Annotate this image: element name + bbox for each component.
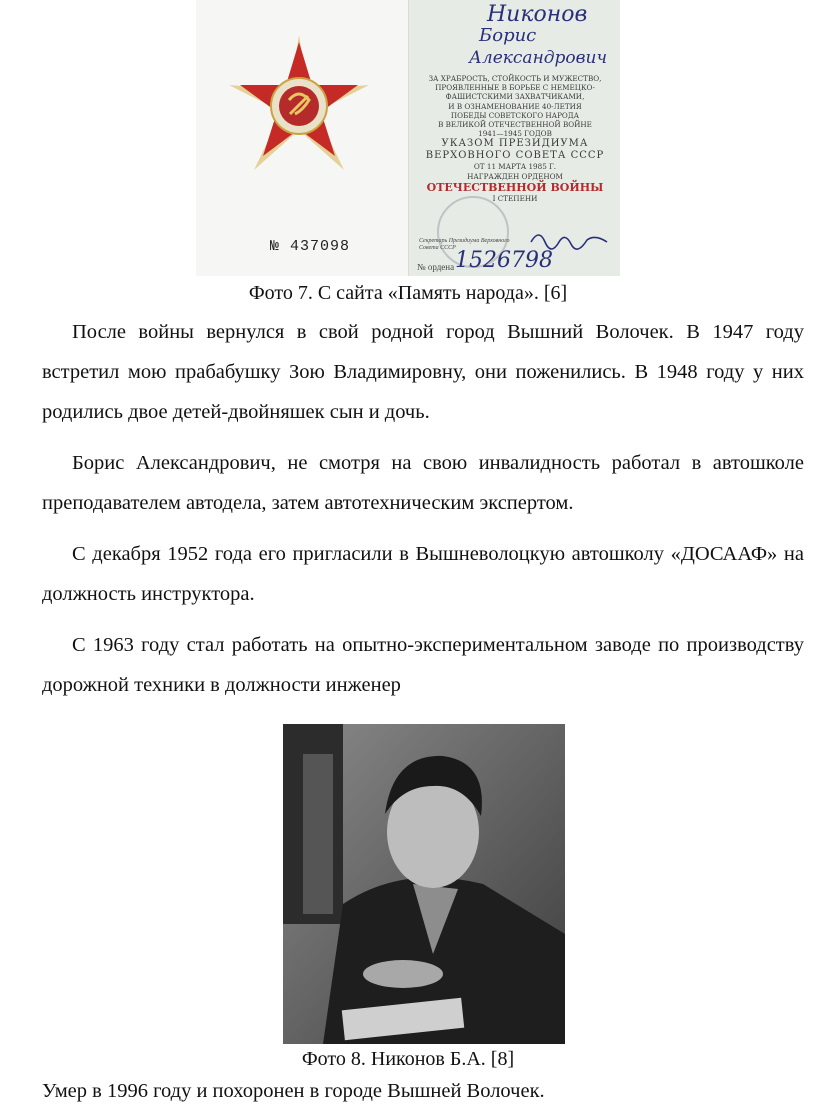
- card-text-line: НАГРАЖДЕН ОРДЕНОМ: [467, 171, 563, 181]
- card-text-line: ФАШИСТСКИМИ ЗАХВАТЧИКАМИ,: [445, 92, 585, 102]
- order-label: № ордена: [417, 262, 455, 272]
- photo7-caption: Фото 7. С сайта «Память народа». [6]: [248, 282, 568, 304]
- paragraph-2: Борис Александрович, не смотря на свою инвалидность работал в автошколе преподавателем автодела, затем автотехническим экспертом.: [42, 452, 804, 514]
- paragraph-1: После войны вернулся в свой родной город Вышний Волочек. В 1947 году встретил мою прабабушку Зою Владимировну, они поженились. В 1948 году у них родились двое детей-двойняшек сын и дочь.: [42, 321, 804, 423]
- portrait-photo: [283, 724, 565, 1044]
- card-order-title: ОТЕЧЕСТВЕННОЙ ВОЙНЫ: [426, 180, 604, 194]
- card-text-line: ПРОЯВЛЕННЫЕ В БОРЬБЕ С НЕМЕЦКО-: [435, 83, 595, 93]
- order-number: № 437098: [270, 238, 351, 255]
- photo8-caption: Фото 8. Никонов Б.А. [8]: [301, 1048, 515, 1070]
- order-of-patriotic-war-medal: [224, 30, 374, 180]
- handwritten-patronymic: Александрович: [469, 48, 608, 68]
- paragraph-3: С декабря 1952 года его пригласили в Вышневолоцкую автошколу «ДОСААФ» на должность инструктора.: [42, 543, 804, 605]
- handwritten-order-number: 1526798: [455, 248, 553, 273]
- award-card-left: [196, 0, 409, 276]
- signature: [529, 226, 609, 250]
- final-paragraph: Умер в 1996 году и похоронен в городе Вышней Волочек.: [42, 1080, 545, 1102]
- card-text-line: 1941—1945 ГОДОВ: [478, 129, 552, 139]
- card-text-line: I СТЕПЕНИ: [492, 193, 538, 203]
- handwritten-name: Борис: [479, 25, 537, 46]
- paragraph-4: С 1963 году стал работать на опытно-экспериментальном заводе по производству дорожной техники в должности инженер: [42, 634, 804, 696]
- card-text-line: В ВЕЛИКОЙ ОТЕЧЕСТВЕННОЙ ВОЙНЕ: [438, 120, 592, 130]
- card-text-line: И В ОЗНАМЕНОВАНИЕ 40-ЛЕТИЯ: [448, 101, 582, 111]
- portrait-illustration: [283, 724, 565, 1044]
- card-text-line: ОТ 11 МАРТА 1985 Г.: [473, 162, 557, 172]
- award-document-photo: [196, 0, 620, 276]
- handwritten-surname: Никонов: [487, 2, 588, 27]
- card-text-line: ЗА ХРАБРОСТЬ, СТОЙКОСТЬ И МУЖЕСТВО,: [428, 74, 602, 83]
- award-card-text: [417, 74, 613, 203]
- card-text-line: ВЕРХОВНОГО СОВЕТА СССР: [425, 150, 605, 162]
- seal-text: Секретарь Президиума Верховного Совета СССР: [419, 238, 510, 251]
- award-card-right: [409, 0, 620, 276]
- card-text-line: ПОБЕДЫ СОВЕТСКОГО НАРОДА: [450, 110, 580, 120]
- card-text-line: УКАЗОМ ПРЕЗИДИУМА: [441, 138, 589, 150]
